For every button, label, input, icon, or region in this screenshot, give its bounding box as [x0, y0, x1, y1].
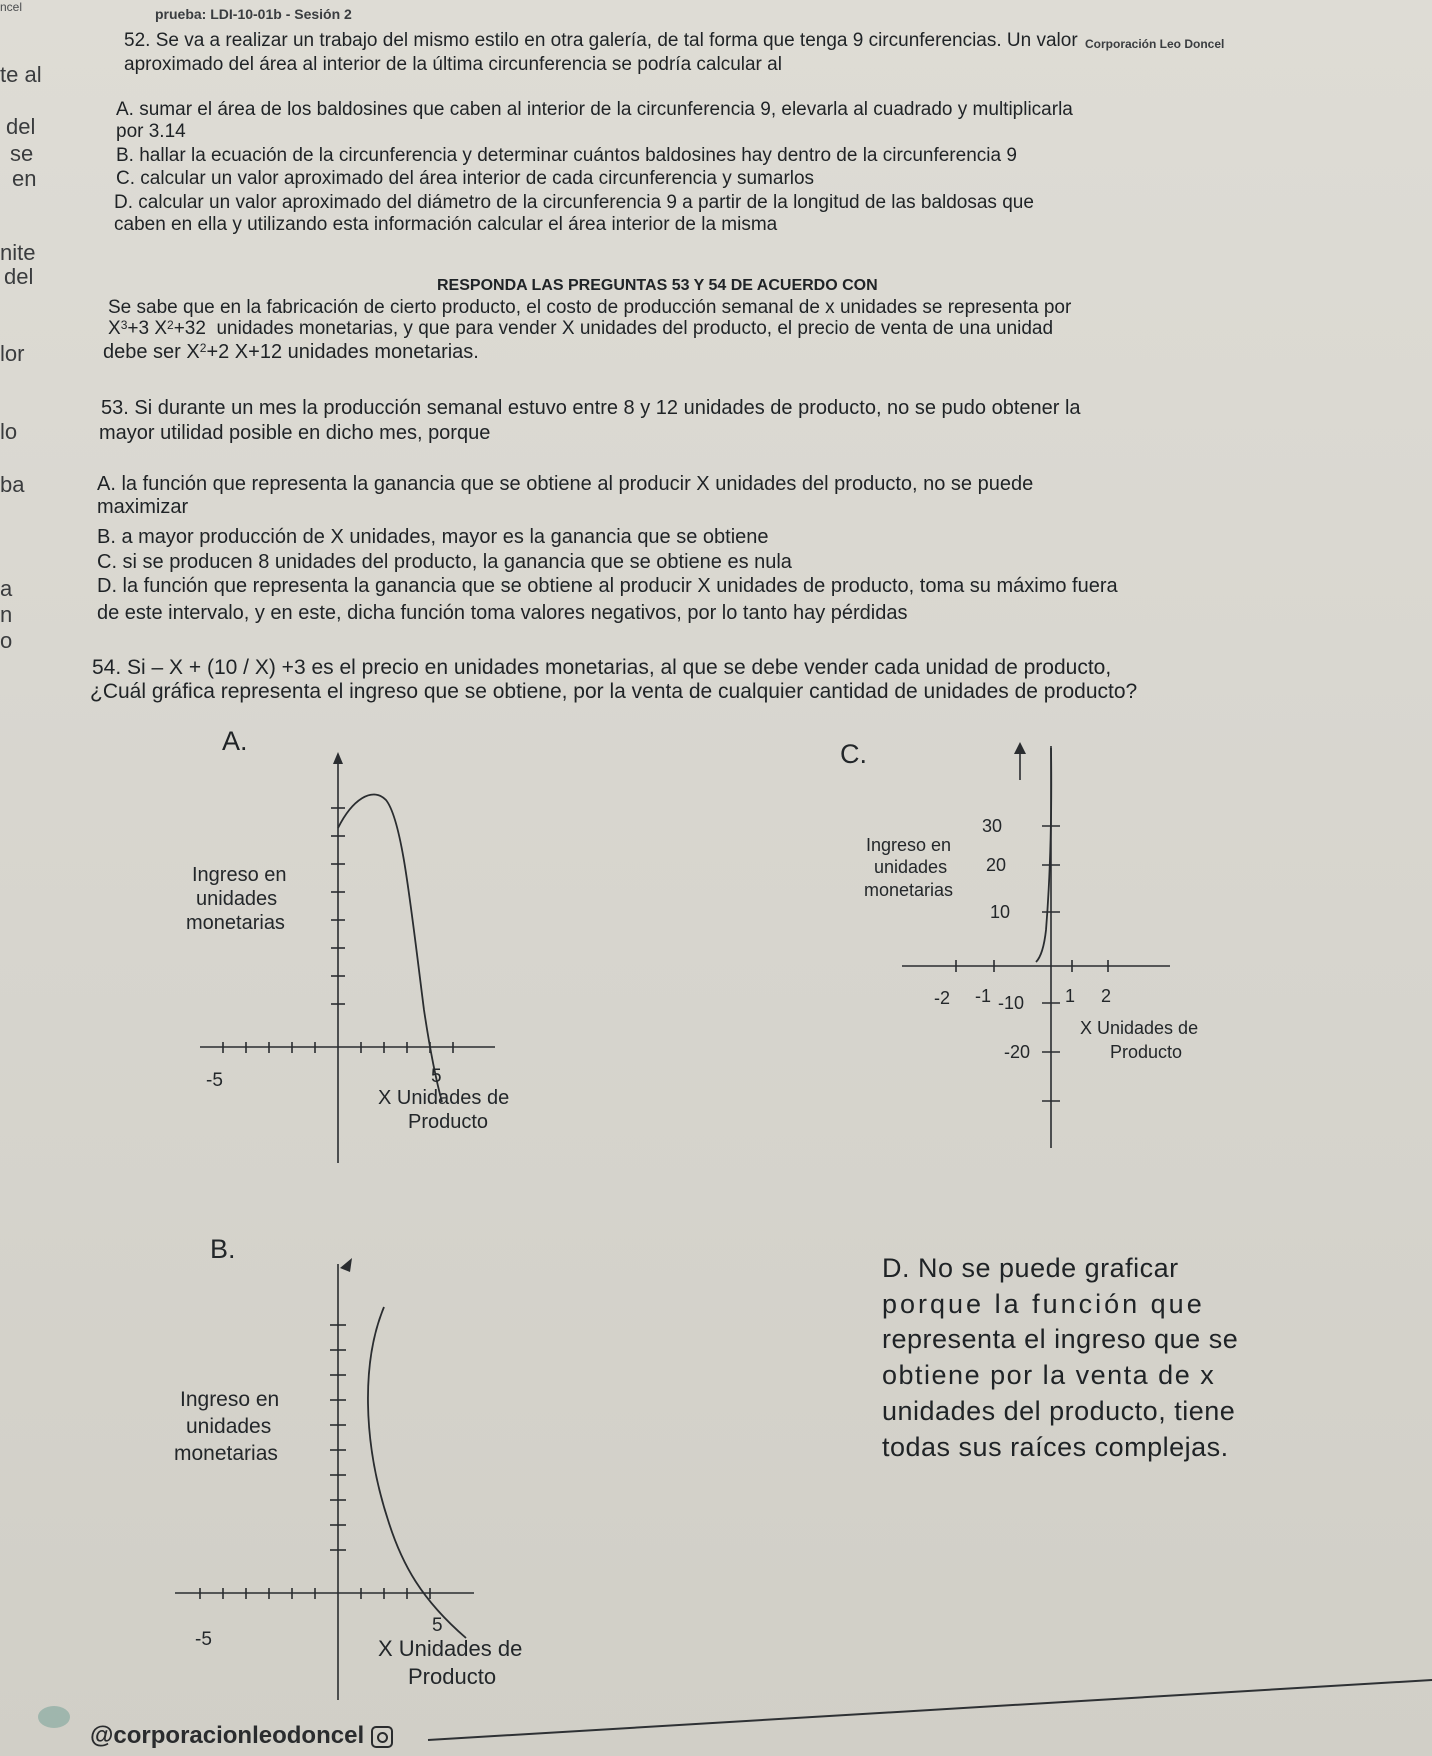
- graph-b-xlabel: Producto: [408, 1664, 497, 1689]
- footer-handle: @corporacionleodoncel: [90, 1722, 393, 1750]
- graph-b-y-arrow: [340, 1258, 352, 1272]
- price-function: $X^2+2$ X+12: [186, 341, 283, 363]
- margin-fragment: del: [4, 264, 34, 289]
- graph-b-ylabel: unidades: [186, 1415, 272, 1438]
- q53-option-b: B. a mayor producción de X unidades, mayor es la ganancia que se obtiene: [97, 526, 769, 548]
- q52-option-a-line1: A. sumar el área de los baldosines que caben al interior de la circunferencia 9, elevarla al cuadrado y multiplicarla: [116, 99, 1073, 120]
- option-d-line: D. No se puede graficar: [882, 1253, 1179, 1283]
- margin-fragment: a: [0, 576, 13, 601]
- context-heading: RESPONDA LAS PREGUNTAS 53 Y 54 DE ACUERDO CON: [437, 277, 878, 294]
- margin-fragment: del: [6, 114, 36, 139]
- q52-option-d-line2: caben en ella y utilizando esta información calcular el área interior de la misma: [114, 214, 778, 235]
- graph-a-tick-label: 5: [431, 1066, 442, 1087]
- graph-c-ytick-label: 10: [990, 902, 1011, 922]
- graph-b-xlabel: X Unidades de: [378, 1636, 523, 1661]
- margin-fragment: ba: [0, 472, 25, 497]
- graph-a-xlabel: Producto: [408, 1111, 489, 1133]
- context-line3: debe ser $X^2+2$ X+12 unidades monetarias.: [103, 341, 479, 363]
- graph-c-xtick-label: 2: [1101, 986, 1112, 1006]
- q53-option-a-line1: A. la función que representa la ganancia que se obtiene al producir X unidades del producto, no se puede: [97, 473, 1034, 495]
- margin-fragment: o: [0, 628, 13, 653]
- q52-stem-line1: 52. Se va a realizar un trabajo del mismo estilo en otra galería, de tal forma que tenga 9 circunferencias. Un valor: [124, 30, 1078, 51]
- option-d-line: obtiene por la venta de x: [882, 1360, 1216, 1390]
- graph-c-xlabel: X Unidades de: [1080, 1018, 1199, 1038]
- q52-option-c: C. calcular un valor aproximado del área interior de cada circunferencia y sumarlos: [116, 168, 815, 189]
- graph-a-y-arrow: [333, 752, 343, 764]
- graph-c-xtick-label: -1: [975, 986, 992, 1006]
- graph-c-ytick-label: -10: [998, 993, 1025, 1013]
- q53-option-a-line2: maximizar: [97, 496, 189, 518]
- graph-c-ylabel: Ingreso en: [866, 835, 952, 855]
- graph-c-ytick-label: 20: [986, 855, 1007, 875]
- context-line2: $X^3+3$ $X^2+32$ unidades monetarias, y que para vender X unidades del producto, el precio de venta de una unidad: [108, 318, 1054, 339]
- q52-option-d-line1: D. calcular un valor aproximado del diámetro de la circunferencia 9 a partir de la longitud de las baldosas que: [114, 192, 1034, 213]
- graph-c-letter: C.: [840, 739, 867, 769]
- q53-stem-line1: 53. Si durante un mes la producción semanal estuvo entre 8 y 12 unidades de producto, no se pudo obtener la: [101, 397, 1081, 419]
- page-bottom-edge: [428, 1680, 1432, 1740]
- graph-b-tick-label: 5: [432, 1615, 443, 1636]
- graph-b-ylabel: Ingreso en: [180, 1388, 280, 1411]
- margin-fragment: se: [10, 141, 34, 166]
- graph-b-ylabel: monetarias: [174, 1442, 278, 1465]
- option-d-line: representa el ingreso que se: [882, 1324, 1239, 1354]
- margin-fragment: nite: [0, 240, 36, 265]
- margin-fragment: n: [0, 602, 13, 627]
- graph-a-ylabel: Ingreso en: [192, 864, 287, 886]
- margin-fragment: te al: [0, 62, 42, 87]
- graph-c-ytick-label: -20: [1004, 1042, 1031, 1062]
- q53-stem-line2: mayor utilidad posible en dicho mes, porque: [99, 422, 491, 444]
- corner-fragment: ncel: [0, 0, 23, 14]
- q53-option-c: C. si se producen 8 unidades del producto, la ganancia que se obtiene es nula: [97, 551, 792, 573]
- logo-badge: [38, 1706, 70, 1728]
- option-d-line: unidades del producto, tiene: [882, 1396, 1236, 1426]
- graph-c-ylabel: monetarias: [864, 880, 954, 900]
- graph-c-ytick-label: 30: [982, 816, 1003, 836]
- graph-a-ylabel: unidades: [196, 888, 278, 910]
- exam-header: prueba: LDI-10-01b - Sesión 2: [155, 6, 352, 22]
- graph-c-ylabel: unidades: [874, 857, 948, 877]
- graph-c-xlabel: Producto: [1110, 1042, 1183, 1062]
- option-d-line: porque la función que: [882, 1289, 1205, 1319]
- graph-a-tick-label: -5: [206, 1070, 223, 1091]
- q52-stem-line2: aproximado del área al interior de la última circunferencia se podría calcular al: [124, 54, 782, 75]
- graph-a-curve: [338, 795, 442, 1102]
- graph-b-tick-label: -5: [195, 1629, 212, 1650]
- margin-fragment: lo: [0, 419, 18, 444]
- margin-fragment: lor: [0, 341, 25, 366]
- graph-a-ylabel: monetarias: [186, 912, 285, 934]
- graph-a-xlabel: X Unidades de: [378, 1087, 510, 1109]
- option-d-line: todas sus raíces complejas.: [882, 1432, 1229, 1462]
- margin-fragment: en: [12, 166, 37, 191]
- context-line1: Se sabe que en la fabricación de cierto producto, el costo de producción semanal de x unidades se representa por: [108, 297, 1072, 318]
- graph-c-xtick-label: -2: [934, 988, 951, 1008]
- graph-c-curve: [1036, 748, 1051, 962]
- q52-option-b: B. hallar la ecuación de la circunferencia y determinar cuántos baldosines hay dentro de la circunferencia 9: [116, 145, 1017, 166]
- q52-option-a-line2: por 3.14: [116, 121, 186, 142]
- graph-b-letter: B.: [210, 1234, 236, 1264]
- cost-function: $X^3+3$ $X^2+32$: [108, 318, 206, 339]
- q53-option-d-line1: D. la función que representa la ganancia que se obtiene al producir X unidades de producto, toma su máximo fuera: [97, 575, 1118, 597]
- instagram-icon: [371, 1726, 393, 1748]
- q53-option-d-line2: de este intervalo, y en este, dicha función toma valores negativos, por lo tanto hay pérdidas: [97, 602, 908, 624]
- brand-header: Corporación Leo Doncel: [1085, 37, 1225, 51]
- graph-b-curve: [368, 1307, 466, 1638]
- graph-c-xtick-label: 1: [1065, 986, 1076, 1006]
- graph-a-letter: A.: [222, 726, 248, 756]
- q54-stem-line2: ¿Cuál gráfica representa el ingreso que se obtiene, por la venta de cualquier cantidad de unidades de producto?: [90, 680, 1138, 703]
- q54-stem-line1: 54. Si – X + (10 / X) +3 es el precio en unidades monetarias, al que se debe vender cada unidad de producto,: [92, 656, 1112, 679]
